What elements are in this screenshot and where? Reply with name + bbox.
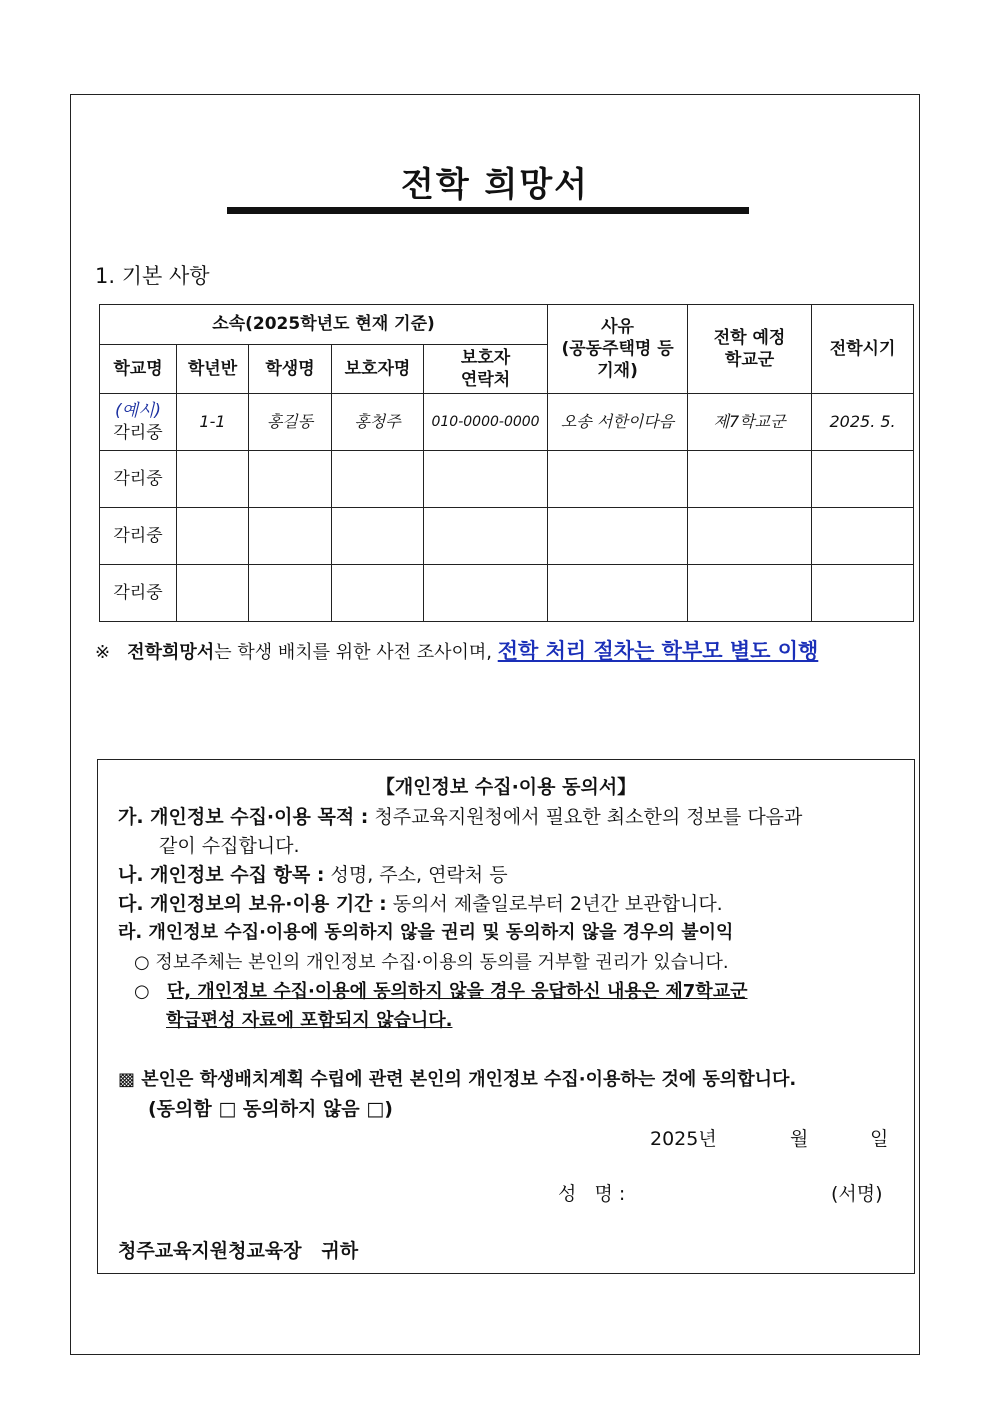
- example-guardian: 홍청주: [332, 394, 424, 451]
- row-class-cell[interactable]: [177, 451, 249, 508]
- consent-item-ga: [118, 802, 802, 829]
- row-student-cell[interactable]: [249, 508, 332, 565]
- example-timing: 2025. 5.: [812, 394, 914, 451]
- consent-bullet-2: [134, 977, 747, 1003]
- consent-item-na: [118, 860, 508, 887]
- row-class-cell[interactable]: [177, 565, 249, 622]
- table-row: [100, 508, 914, 565]
- document-title: 전학 희망서: [400, 165, 590, 205]
- name-label: 성 명 :: [558, 1183, 626, 1205]
- example-phone: 010-0000-0000: [424, 394, 548, 451]
- example-reason: 오송 서한이다음: [548, 394, 688, 451]
- row-student-cell[interactable]: [249, 565, 332, 622]
- date-day: 일: [870, 1128, 889, 1150]
- da-label: 다. 개인정보의 보유·이용 기간 :: [118, 893, 387, 915]
- row-guardian-cell[interactable]: [332, 508, 424, 565]
- example-target: 제7학교군: [688, 394, 812, 451]
- table-row: [100, 451, 914, 508]
- table-row: [100, 565, 914, 622]
- signature-label[interactable]: (서명): [831, 1183, 883, 1205]
- row-target-cell[interactable]: [688, 508, 812, 565]
- date-year: 2025년: [650, 1128, 717, 1150]
- group-header: 소속(2025학년도 현재 기준): [100, 305, 548, 345]
- row-class-cell[interactable]: [177, 508, 249, 565]
- guardian-header: 보호자명: [332, 345, 424, 394]
- agree-options[interactable]: (동의함 □ 동의하지 않음 □): [148, 1098, 393, 1120]
- row-phone-cell[interactable]: [424, 565, 548, 622]
- row-phone-cell[interactable]: [424, 508, 548, 565]
- ga-text-continued: 같이 수집합니다.: [159, 835, 300, 857]
- example-school-cell: [100, 394, 177, 451]
- note-highlight: 전학 처리 절차는 학부모 별도 이행: [497, 639, 819, 663]
- row-school: 각리중: [100, 565, 177, 622]
- consent-bullet-1: ○ 정보주체는 본인의 개인정보 수집·이용의 동의를 거부할 권리가 있습니다.: [134, 952, 729, 973]
- example-school: 각리중: [113, 423, 163, 443]
- row-target-cell[interactable]: [688, 565, 812, 622]
- table-note: [95, 635, 818, 665]
- note-bold: 전학희망서: [127, 642, 215, 663]
- recipient: 청주교육지원청교육장 귀하: [118, 1240, 359, 1262]
- na-text: 성명, 주소, 연락처 등: [330, 864, 508, 886]
- title-underline: [227, 207, 749, 214]
- bullet-2-mark: ○: [134, 981, 150, 1002]
- row-reason-cell[interactable]: [548, 451, 688, 508]
- row-timing-cell[interactable]: [812, 451, 914, 508]
- student-header: 학생명: [249, 345, 332, 394]
- class-header: 학년반: [177, 345, 249, 394]
- row-student-cell[interactable]: [249, 451, 332, 508]
- phone-header: 보호자 연락처: [424, 345, 548, 394]
- basic-info-table: [99, 304, 914, 622]
- agree-statement: ▩ 본인은 학생배치계획 수립에 관련 본인의 개인정보 수집·이용하는 것에 동의합니다.: [118, 1069, 797, 1090]
- row-guardian-cell[interactable]: [332, 565, 424, 622]
- row-reason-cell[interactable]: [548, 508, 688, 565]
- example-tag: (예시): [114, 400, 162, 421]
- example-row: [100, 394, 914, 451]
- example-student: 홍길동: [249, 394, 332, 451]
- consent-box: [97, 759, 915, 1274]
- ga-text: 청주교육지원청에서 필요한 최소한의 정보를 다음과: [374, 806, 803, 828]
- bullet-2-text-continued: 학급편성 자료에 포함되지 않습니다.: [166, 1010, 453, 1031]
- target-header: 전학 예정 학교군: [688, 305, 812, 394]
- row-phone-cell[interactable]: [424, 451, 548, 508]
- reason-header: 사유 (공동주택명 등 기재): [548, 305, 688, 394]
- row-guardian-cell[interactable]: [332, 451, 424, 508]
- consent-item-ra: 라. 개인정보 수집·이용에 동의하지 않을 권리 및 동의하지 않을 경우의 불이익: [118, 922, 734, 943]
- document-page: [70, 94, 920, 1355]
- row-school: 각리중: [100, 508, 177, 565]
- ga-label: 가. 개인정보 수집·이용 목적 :: [118, 806, 369, 828]
- school-header: 학교명: [100, 345, 177, 394]
- consent-title: 【개인정보 수집·이용 동의서】: [375, 776, 637, 798]
- note-text: 는 학생 배치를 위한 사전 조사이며,: [214, 642, 492, 663]
- date-month: 월: [790, 1128, 809, 1150]
- bullet-2-text: 단, 개인정보 수집·이용에 동의하지 않을 경우 응답하신 내용은 제7학교군: [166, 981, 748, 1002]
- consent-item-da: [118, 889, 723, 916]
- section-heading: 1. 기본 사항: [95, 264, 210, 288]
- row-target-cell[interactable]: [688, 451, 812, 508]
- da-text: 동의서 제출일로부터 2년간 보관합니다.: [392, 893, 723, 915]
- row-school: 각리중: [100, 451, 177, 508]
- na-label: 나. 개인정보 수집 항목 :: [118, 864, 325, 886]
- row-timing-cell[interactable]: [812, 565, 914, 622]
- note-mark: ※: [95, 642, 111, 663]
- row-timing-cell[interactable]: [812, 508, 914, 565]
- timing-header: 전학시기: [812, 305, 914, 394]
- example-class: 1-1: [177, 394, 249, 451]
- row-reason-cell[interactable]: [548, 565, 688, 622]
